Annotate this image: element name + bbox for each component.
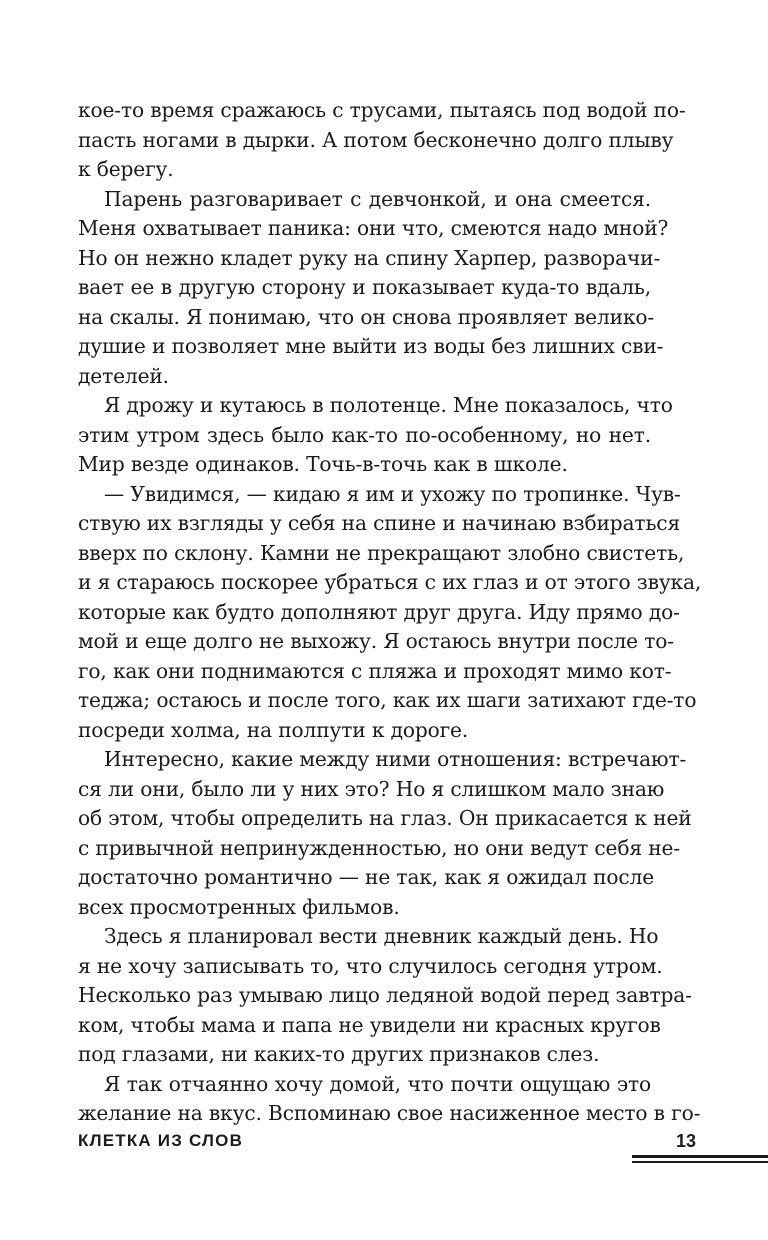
footer-rule-thick: [632, 1155, 768, 1158]
running-footer-title: КЛЕТКА ИЗ СЛОВ: [78, 1131, 244, 1150]
text-line: к берегу.: [78, 157, 174, 181]
text-line: мой и еще долго не выхожу. Я остаюсь внутри после то-: [78, 629, 674, 653]
text-line: ствую их взгляды у себя на спине и начинаю взбираться: [78, 511, 681, 535]
text-line: кое-то время сражаюсь с трусами, пытаясь под водой по-: [78, 98, 686, 122]
text-line: душие и позволяет мне выйти из воды без лишних сви-: [78, 334, 664, 358]
text-line: детелей.: [78, 363, 169, 388]
text-line: Мир везде одинаков. Точь-в-точь как в школе.: [78, 452, 568, 476]
text-line: Я так отчаянно хочу домой, что почти ощущаю это: [104, 1071, 651, 1096]
text-line: под глазами, ни каких-то других признаков слез.: [78, 1042, 600, 1066]
text-line: которые как будто дополняют друг друга. Иду прямо до-: [78, 599, 680, 624]
text-line: го, как они поднимаются с пляжа и проходят мимо кот-: [78, 658, 672, 683]
text-line: посреди холма, на полпути к дороге.: [78, 717, 469, 742]
text-line: я не хочу записывать то, что случилось сегодня утром.: [78, 953, 663, 978]
page-number: 13: [676, 1131, 697, 1151]
text-line: ком, чтобы мама и папа не увидели ни красных кругов: [78, 1012, 661, 1037]
text-line: теджа; остаюсь и после того, как их шаги затихают где-то: [78, 688, 697, 712]
text-line: Интересно, какие между ними отношения: встречают-: [104, 747, 687, 771]
footer-rule-thin: [632, 1161, 768, 1163]
text-line: Здесь я планировал вести дневник каждый день. Но: [104, 924, 659, 948]
text-line: вверх по склону. Камни не прекращают злобно свистеть,: [78, 540, 685, 565]
text-line: на скалы. Я понимаю, что он снова проявляет велико-: [78, 304, 655, 329]
text-line: пасть ногами в дырки. А потом бесконечно долго плыву: [78, 127, 674, 152]
text-line: — Увидимся, — кидаю я им и ухожу по тропинке. Чув-: [104, 481, 681, 506]
text-line: ся ли они, было ли у них это? Но я слишком мало знаю: [78, 776, 665, 801]
text-line: достаточно романтично — не так, как я ожидал после: [78, 865, 655, 889]
text-line: этим утром здесь было как-то по-особенному, но нет.: [78, 422, 651, 447]
text-line: и я стараюсь поскорее убраться с их глаз и от этого звука,: [78, 570, 702, 594]
text-line: желание на вкус. Вспоминаю свое насиженное место в го-: [78, 1101, 701, 1125]
text-line: всех просмотренных фильмов.: [78, 894, 400, 919]
text-line: Я дрожу и кутаюсь в полотенце. Мне показалось, что: [104, 393, 673, 417]
text-line: с привычной непринужденностью, но они ведут себя не-: [78, 835, 680, 860]
body-text: [78, 96, 702, 1129]
text-line: об этом, чтобы определить на глаз. Он прикасается к ней: [78, 806, 692, 830]
text-line: вает ее в другую сторону и показывает куда-то вдаль,: [78, 275, 651, 299]
text-line: Парень разговаривает с девчонкой, и она смеется.: [104, 186, 651, 211]
text-line: Но он нежно кладет руку на спину Харпер, разворачи-: [78, 245, 661, 270]
text-line: Меня охватывает паника: они что, смеются надо мной?: [78, 216, 669, 240]
text-line: Несколько раз умываю лицо ледяной водой перед завтра-: [78, 983, 692, 1007]
